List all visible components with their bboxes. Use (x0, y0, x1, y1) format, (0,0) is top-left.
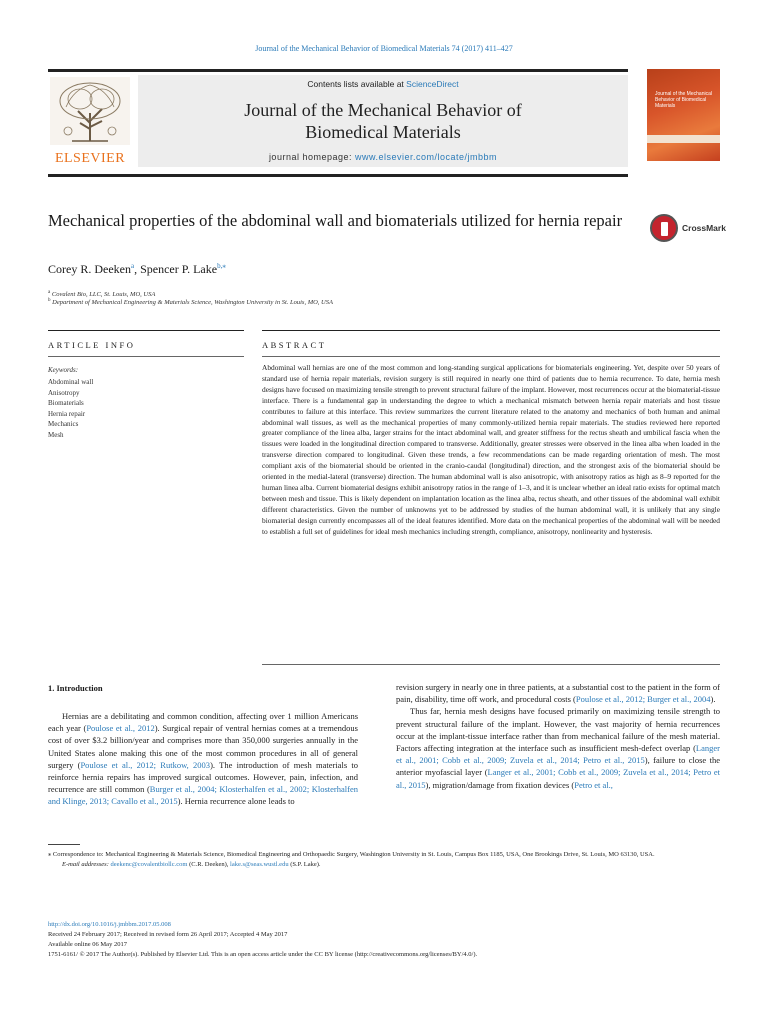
abstract-text: Abdominal wall hernias are one of the most common and long-standing surgical applications for biomaterials engineering. Yet, despite over 50 years of standard use of hernia repair materials, revision surgery is still required in nearly one third of patients due to hernia recurrence. To date, hernia mesh designs have focused on maximizing tensile strength to prevent structural failure of the implant. However, most recurrences occur at the biomaterial-tissue interface. There is a fundamental gap in understanding the degree to which a mechanical mismatch between hernia repair materials and host tissue contributes to failure at this interface. This review summarizes the current literature related to the anatomy and mechanics of both human and animal abdominal wall tissues, as well as the mechanical properties of many commonly-utilized hernia repair materials. The studies reviewed here reported greater compliance of the linea alba, larger strains for the intact abdominal wall, and greater stiffness for the rectus sheath and umbilical fascia when the tissues were loaded in the longitudinal direction compared to transverse. Additionally, greater stresses were observed in the linea alba when loaded in the transverse direction compared to longitudinal. Given these trends, a few recommendations can be made regarding orientation of mesh. The most compliant axis of the biomaterial should be oriented in the cranio-caudal (longitudinal) direction, and the strongest axis of the biomaterial should be oriented in the medial-lateral (transverse) direction. The human abdominal wall is also anisotropic, with anisotropy ratios as high as 8–9 reported for the human linea alba. Current biomaterial designs exhibit anisotropy ratios in the range of 1–3, and it is unclear whether an ideal ratio exists for optimal match between mesh and tissue. This is likely dependent on implantation location as the linea alba, rectus sheath, and other tissues of the abdominal wall exhibit different characteristics. Given the number of unknowns yet to be addressed by studies of the human abdominal wall, it is unlikely that any single biomaterial design currently encompasses all of the ideal features identified. More data on the mechanical properties of the abdominal wall will be needed to establish a full set of guidelines for ideal mesh mechanics including strength, compliance, anisotropy, nonlinearity and hysteresis. (262, 363, 720, 536)
body-paragraph (48, 710, 358, 808)
article-title: Mechanical properties of the abdominal wall and biomaterials utilized for hernia repair (48, 211, 623, 230)
body-text: ). Hernia recurrence alone leads to (177, 796, 295, 807)
section-subrule (48, 356, 244, 357)
contents-line (138, 79, 628, 89)
journal-name-line-1: Journal of the Mechanical Behavior of (244, 100, 522, 120)
keyword: Anisotropy (48, 388, 80, 397)
email-link[interactable]: deekenc@covalentbiollc.com (110, 861, 188, 868)
abstract-heading: ABSTRACT (262, 340, 327, 350)
journal-reference[interactable]: Journal of the Mechanical Behavior of Biomedical Materials 74 (2017) 411–427 (255, 44, 513, 53)
body-column-left (48, 710, 358, 808)
elsevier-logo[interactable] (48, 75, 132, 167)
author-name: Corey R. Deeken (48, 262, 131, 276)
correspondence-footnote (48, 850, 720, 870)
available-online: Available online 06 May 2017 (48, 941, 127, 948)
keywords-list (48, 377, 93, 440)
keyword: Biomaterials (48, 399, 84, 407)
email-label: E-mail addresses: (62, 861, 111, 868)
journal-name-line-2: Biomedical Materials (305, 122, 461, 142)
citation-link[interactable]: Poulose et al., 2012; Burger et al., 2004 (575, 694, 711, 705)
section-rule (262, 330, 720, 331)
article-info-heading: ARTICLE INFO (48, 340, 136, 350)
citation-link[interactable]: Langer et al., 2001; Cobb et al., 2009; Zuvela et al., 2014; Petro et al., 2015 (396, 743, 720, 766)
journal-name[interactable] (138, 99, 628, 143)
body-text: Thus far, hernia mesh designs have focused primarily on maximizing tensile strength to prevent structural failure of the implant. However, the vast majority of hernia recurrences occur at the implant-tissue interface rather than from mechanical failure of the mesh material. Factors affecting integration at the interface such as insufficient mesh-defect overlap ( (396, 706, 720, 754)
elsevier-tree-icon (50, 77, 130, 145)
body-column-right (396, 681, 720, 791)
author-list (48, 262, 226, 277)
citation-link[interactable]: Poulose et al., 2012; Rutkow, 2003 (80, 759, 211, 770)
keyword: Mesh (48, 430, 64, 439)
journal-homepage (138, 152, 628, 162)
crossmark-label: CrossMark (682, 223, 726, 233)
body-text: Hernias are a debilitating and common condition, affecting over 1 million Americans each year ( (48, 711, 358, 734)
introduction-heading: 1. Introduction (48, 683, 103, 693)
citation-link[interactable]: Petro et al., (574, 779, 613, 790)
contents-prefix: Contents lists available at (307, 79, 407, 89)
affiliation-text: Department of Mechanical Engineering & Materials Science, Washington University in St. Louis, MO, USA (52, 299, 333, 307)
correspondence-text: ⁎ Correspondence to: Mechanical Engineering & Materials Science, Biomedical Engineering and Orthopaedic Surgery, Washington University in St. Louis, Campus Box 1185, USA, One Brookings Drive, St. Louis, MO 63130, USA. (48, 851, 655, 858)
cover-band (647, 135, 720, 143)
homepage-prefix: journal homepage: (268, 152, 355, 162)
citation-link[interactable]: Poulose et al., 2012 (86, 723, 155, 734)
citation-link[interactable]: Langer et al., 2001; Cobb et al., 2009; Zuvela et al., 2014; Petro et al., 2015 (396, 767, 720, 790)
masthead-top-rule (48, 69, 628, 72)
body-text: ), migration/damage from fixation devices ( (425, 779, 575, 790)
body-text: ). The introduction of mesh materials to reinforce hernia repairs has improved surgical outcomes. However, pain, infection, and recurrence are still common ( (48, 759, 359, 795)
email-owner: (C.R. Deeken), (187, 861, 231, 868)
journal-cover-image[interactable] (647, 69, 720, 161)
received-dates: Received 24 February 2017; Received in revised form 26 April 2017; Accepted 4 May 2017 (48, 931, 288, 938)
masthead-bottom-rule (48, 174, 628, 177)
body-paragraph (396, 681, 720, 705)
abstract-bottom-rule (262, 664, 720, 665)
body-text: ), failure to close the anterior myofascial layer ( (396, 755, 720, 778)
body-text: revision surgery in nearly one in three patients, at a substantial cost to the patient in the form of pain, disability, time off work, and procedural costs ( (396, 682, 720, 705)
author-affil-link[interactable]: a (130, 262, 135, 270)
email-link[interactable]: lake.s@seas.wustl.edu (230, 861, 289, 868)
affiliation (48, 298, 333, 306)
affiliation (48, 290, 155, 298)
body-text: ). (710, 694, 716, 705)
email-owner: (S.P. Lake). (288, 861, 321, 868)
license-text: 1751-6161/ © 2017 The Author(s). Published by Elsevier Ltd. This is an open access article under the CC BY license (http://creativecommons.org/licenses/BY/4.0/). (48, 951, 478, 958)
section-rule (48, 330, 244, 331)
affiliation-text: Covalent Bio, LLC, St. Louis, MO, USA (51, 291, 156, 299)
homepage-link[interactable]: www.elsevier.com/locate/jmbbm (355, 152, 498, 162)
publication-info (48, 920, 720, 960)
section-subrule (262, 356, 720, 357)
affiliation-marker: a (48, 290, 51, 295)
author-affil-link[interactable]: b,⁎ (217, 262, 226, 270)
keyword: Hernia repair (48, 409, 86, 418)
keywords-label: Keywords: (48, 366, 79, 374)
crossmark-icon (650, 214, 678, 242)
body-paragraph (396, 705, 720, 790)
crossmark-bookmark (661, 222, 668, 236)
keyword: Mechanics (48, 420, 79, 428)
crossmark-button[interactable] (650, 214, 730, 244)
cover-title: Journal of the Mechanical Behavior of Biomedical Materials (655, 91, 712, 109)
citation-link[interactable]: Burger et al., 2004; Klosterhalfen et al., 2002; Klosterhalfen and Klinge, 2013; Cavallo et al., 2015 (48, 784, 358, 807)
email-row (48, 860, 720, 870)
journal-masthead (48, 69, 720, 177)
elsevier-wordmark: ELSEVIER (54, 151, 126, 166)
sciencedirect-link[interactable]: ScienceDirect (406, 79, 459, 89)
author-name: , Spencer P. Lake (134, 262, 218, 276)
keyword: Abdominal wall (48, 378, 94, 386)
doi-link[interactable]: http://dx.doi.org/10.1016/j.jmbbm.2017.05.008 (48, 921, 171, 928)
footnote-rule (48, 844, 80, 845)
affiliation-marker: b (48, 298, 51, 303)
body-text: ). Surgical repair of ventral hernias comes at a tremendous cost of over $3.2 billion/year and comprises more than 350,000 surgeries annually in the United States alone making this one of the most common procedures in all of general surgery ( (48, 723, 358, 770)
